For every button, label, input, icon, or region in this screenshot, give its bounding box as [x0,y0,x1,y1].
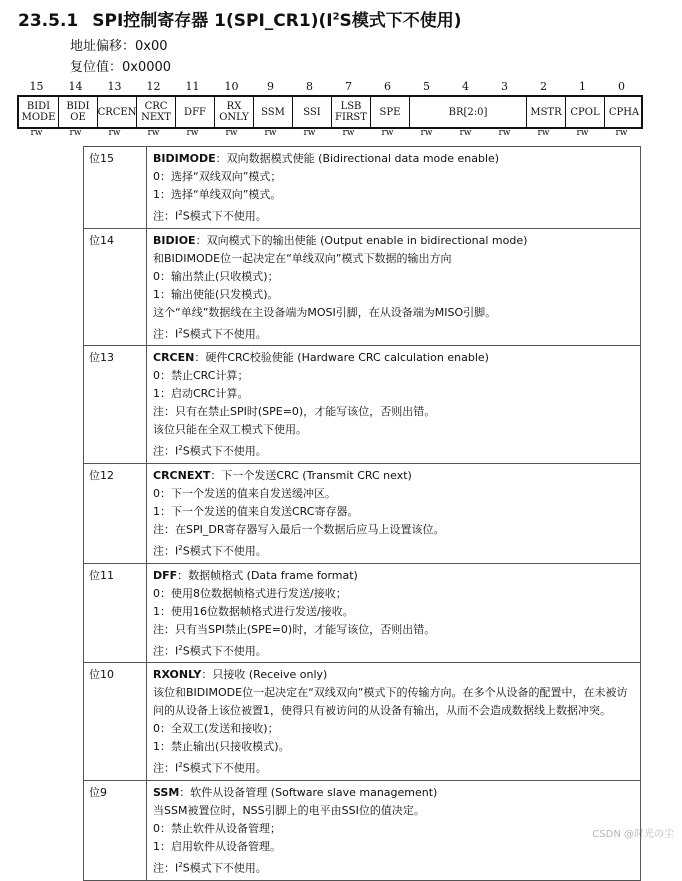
register-field-label-line2: OE [70,112,86,123]
field-description-line: 1：输出使能(只发模式)。 [153,287,279,301]
access-type: rw [30,128,43,138]
field-description-line: 当SSM被置位时，NSS引脚上的电平由SSI位的值决定。 [153,803,425,817]
field-description-line: 1：启用软件从设备管理。 [153,839,281,853]
field-name: DFF [153,568,178,582]
note-text-end: S模式下不使用。 [182,209,267,223]
note-superscript: 2 [178,643,183,652]
bit-number: 13 [107,80,122,93]
register-field-label-line2: NEXT [141,112,171,123]
register-field [214,97,253,127]
bit-number: 5 [423,80,430,93]
field-heading [153,666,634,684]
bit-description [147,147,641,229]
access-type: rw [537,128,550,138]
register-field [409,97,526,127]
field-description-line: 0：全双工(发送和接收)； [153,722,279,736]
i2s-note [153,856,634,878]
note-superscript: 2 [178,209,183,217]
register-field-label-line2: ONLY [219,112,249,123]
register-field [19,97,58,127]
field-description-line: 和BIDIMODE位一起决定在“单线双向”模式下数据的输出方向 [153,251,452,265]
field-heading [153,784,634,802]
field-description-line: 0：下一个发送的值来自发送缓冲区。 [153,486,336,500]
bit-number: 11 [185,80,200,93]
note-text-end: S模式下不使用。 [182,544,267,558]
register-field [565,97,604,127]
bit-number: 14 [68,80,83,93]
field-title: ：双向数据模式使能 (Bidirectional data mode enable) [215,152,500,165]
register-field-label: CPOL [570,106,600,118]
field-description-line: 该位只能在全双工模式下使用。 [153,423,307,437]
field-name: CRCNEXT [153,468,211,482]
register-field-label-line2: FIRST [335,112,367,123]
bit-number: 7 [345,80,352,93]
bit-description [147,346,641,464]
field-heading [153,467,634,485]
field-description-line: 0：禁止软件从设备管理； [153,821,281,835]
access-type: rw [303,128,316,138]
note-text-end: S模式下不使用。 [182,327,267,341]
bit-position: 位9 [84,780,147,880]
note-text: 注：I [153,644,179,658]
note-superscript: 2 [178,860,183,869]
note-text: 注：I [153,761,179,775]
register-field-label: CPHA [608,106,640,118]
field-description-line: 0：使用8位数据帧格式进行发送/接收； [153,586,347,600]
note-superscript: 2 [178,761,183,770]
register-field-label: DFF [184,106,206,118]
access-type: rw [420,128,433,138]
field-description-line: 这个“单线”数据线在主设备端为MOSI引脚，在从设备端为MISO引脚。 [153,305,497,319]
register-field [331,97,370,127]
note-superscript: 2 [178,444,183,453]
register-field-label: RX [226,101,242,112]
watermark: CSDN @时光の尘 [592,829,674,840]
bit-description [147,463,641,563]
register-field-label: BR[2:0] [448,106,488,118]
field-title: ：软件从设备管理 (Software slave management) [179,785,438,799]
field-name: CRCEN [153,351,195,365]
bit-position: 位15 [84,147,147,229]
register-field [136,97,175,127]
register-field-label: SSI [303,106,321,118]
section-title [18,6,462,31]
field-description-line: 1：下一个发送的值来自发送CRC寄存器。 [153,504,359,518]
i2s-note [153,322,634,344]
note-text: 注：I [153,544,179,558]
register-field-label: LSB [340,101,362,112]
field-description-line: 1：启动CRC计算。 [153,387,249,401]
field-title: ：双向模式下的输出使能 (Output enable in bidirectional mode) [195,233,528,247]
field-title: ：数据帧格式 (Data frame format) [177,568,358,582]
bit-description [147,780,641,880]
note-text: 注：I [153,327,179,341]
access-type: rw [381,128,394,138]
table-row [84,346,641,464]
note-superscript: 2 [178,326,183,335]
register-field [526,97,565,127]
bit-description [147,663,641,781]
field-description-line: 1：禁止输出(只接收模式)。 [153,740,290,754]
table-row [84,780,641,880]
field-description-line: 0：选择“双线双向”模式； [153,170,282,183]
bit-number: 0 [618,80,625,93]
register-diagram [17,95,643,129]
register-field-label: BIDI [26,101,51,112]
bit-position: 位10 [84,663,147,781]
table-row [84,463,641,563]
bit-number: 15 [29,80,44,93]
bit-number: 8 [306,80,313,93]
i2s-note [153,639,634,661]
field-title: ：只接收 (Receive only) [201,668,328,682]
bit-number-row [17,80,641,95]
access-type: rw [459,128,472,138]
table-row [84,147,641,229]
bit-number: 4 [462,80,469,93]
table-row [84,563,641,663]
section-title-post: S模式下不使用) [339,11,462,31]
register-field-label: SSM [261,106,285,118]
register-field [604,97,643,127]
field-description-line: 1：选择“单线双向”模式。 [153,188,282,201]
access-type: rw [147,128,160,138]
access-type: rw [264,128,277,138]
access-type: rw [576,128,589,138]
bit-number: 12 [146,80,161,93]
register-field [58,97,97,127]
field-heading [153,150,634,168]
section-number: 23.5.1 [18,11,79,31]
register-field [253,97,292,127]
register-field [370,97,409,127]
i2s-note [153,756,634,778]
register-field [97,97,136,127]
reset-value: 复位值：0x0000 [70,60,172,75]
note-text: 注：I [153,861,179,875]
field-heading [153,567,634,585]
access-type: rw [615,128,628,138]
field-description-line: 注：只有在禁止SPI时(SPE=0)，才能写该位，否则出错。 [153,405,436,419]
i2s-note [153,539,634,561]
section-title-pre: SPI控制寄存器 1(SPI_CR1)(I [92,11,333,31]
register-field-label: MSTR [530,106,562,118]
note-text-end: S模式下不使用。 [182,761,267,775]
bit-number: 6 [384,80,391,93]
register-field [292,97,331,127]
access-type: rw [225,128,238,138]
bit-number: 2 [540,80,547,93]
note-text-end: S模式下不使用。 [182,861,267,875]
note-text: 注：I [153,444,179,458]
field-description-line: 0：输出禁止(只收模式)； [153,269,279,283]
register-field-label: CRCEN [97,106,137,118]
note-text: 注：I [153,209,179,223]
access-type: rw [186,128,199,138]
bit-description [147,563,641,663]
field-description-line: 注：只有当SPI禁止(SPE=0)时，才能写该位，否则出错。 [153,622,436,636]
register-field [175,97,214,127]
access-type: rw [69,128,82,138]
field-description-line: 注：在SPI_DR寄存器写入最后一个数据后应马上设置该位。 [153,522,445,536]
access-type: rw [342,128,355,138]
access-type: rw [498,128,511,138]
bit-description-table [83,146,641,881]
bit-position: 位11 [84,563,147,663]
field-heading [153,232,634,250]
register-field-label: BIDI [66,101,90,112]
access-row [17,128,641,140]
access-type: rw [108,128,121,138]
note-superscript: 2 [178,543,183,552]
field-description-line: 1：使用16位数据帧格式进行发送/接收。 [153,604,354,618]
field-description-line: 0：禁止CRC计算； [153,369,249,383]
i2s-note [153,204,634,226]
field-title: ：下一个发送CRC (Transmit CRC next) [210,468,412,482]
register-field-label-line2: MODE [21,112,56,123]
field-title: ：硬件CRC校验使能 (Hardware CRC calculation enable) [194,351,489,365]
field-name: BIDIMODE [153,152,216,165]
field-name: SSM [153,785,180,799]
i2s-note [153,439,634,461]
address-offset: 地址偏移：0x00 [70,39,168,54]
bit-description [147,228,641,346]
bit-position: 位12 [84,463,147,563]
bit-number: 1 [579,80,586,93]
table-row [84,663,641,781]
note-text-end: S模式下不使用。 [182,644,267,658]
field-name: BIDIOE [153,233,196,247]
section-title-sup: 2 [332,11,340,23]
table-row [84,228,641,346]
bit-number: 3 [501,80,508,93]
field-description-line: 该位和BIDIMODE位一起决定在“双线双向”模式下的传输方向。在多个从设备的配置中，在未被访问的从设备上该位被置1，使得只有被访问的从设备有输出，从而不会造成数据线上数据冲突。 [153,686,628,718]
field-heading [153,349,634,367]
register-field-label: SPE [379,106,401,118]
note-text-end: S模式下不使用。 [182,444,267,458]
bit-number: 10 [224,80,239,93]
bit-number: 9 [267,80,274,93]
bit-position: 位14 [84,228,147,346]
field-name: RXONLY [153,668,202,682]
register-field-label: CRC [144,101,168,112]
bit-position: 位13 [84,346,147,464]
